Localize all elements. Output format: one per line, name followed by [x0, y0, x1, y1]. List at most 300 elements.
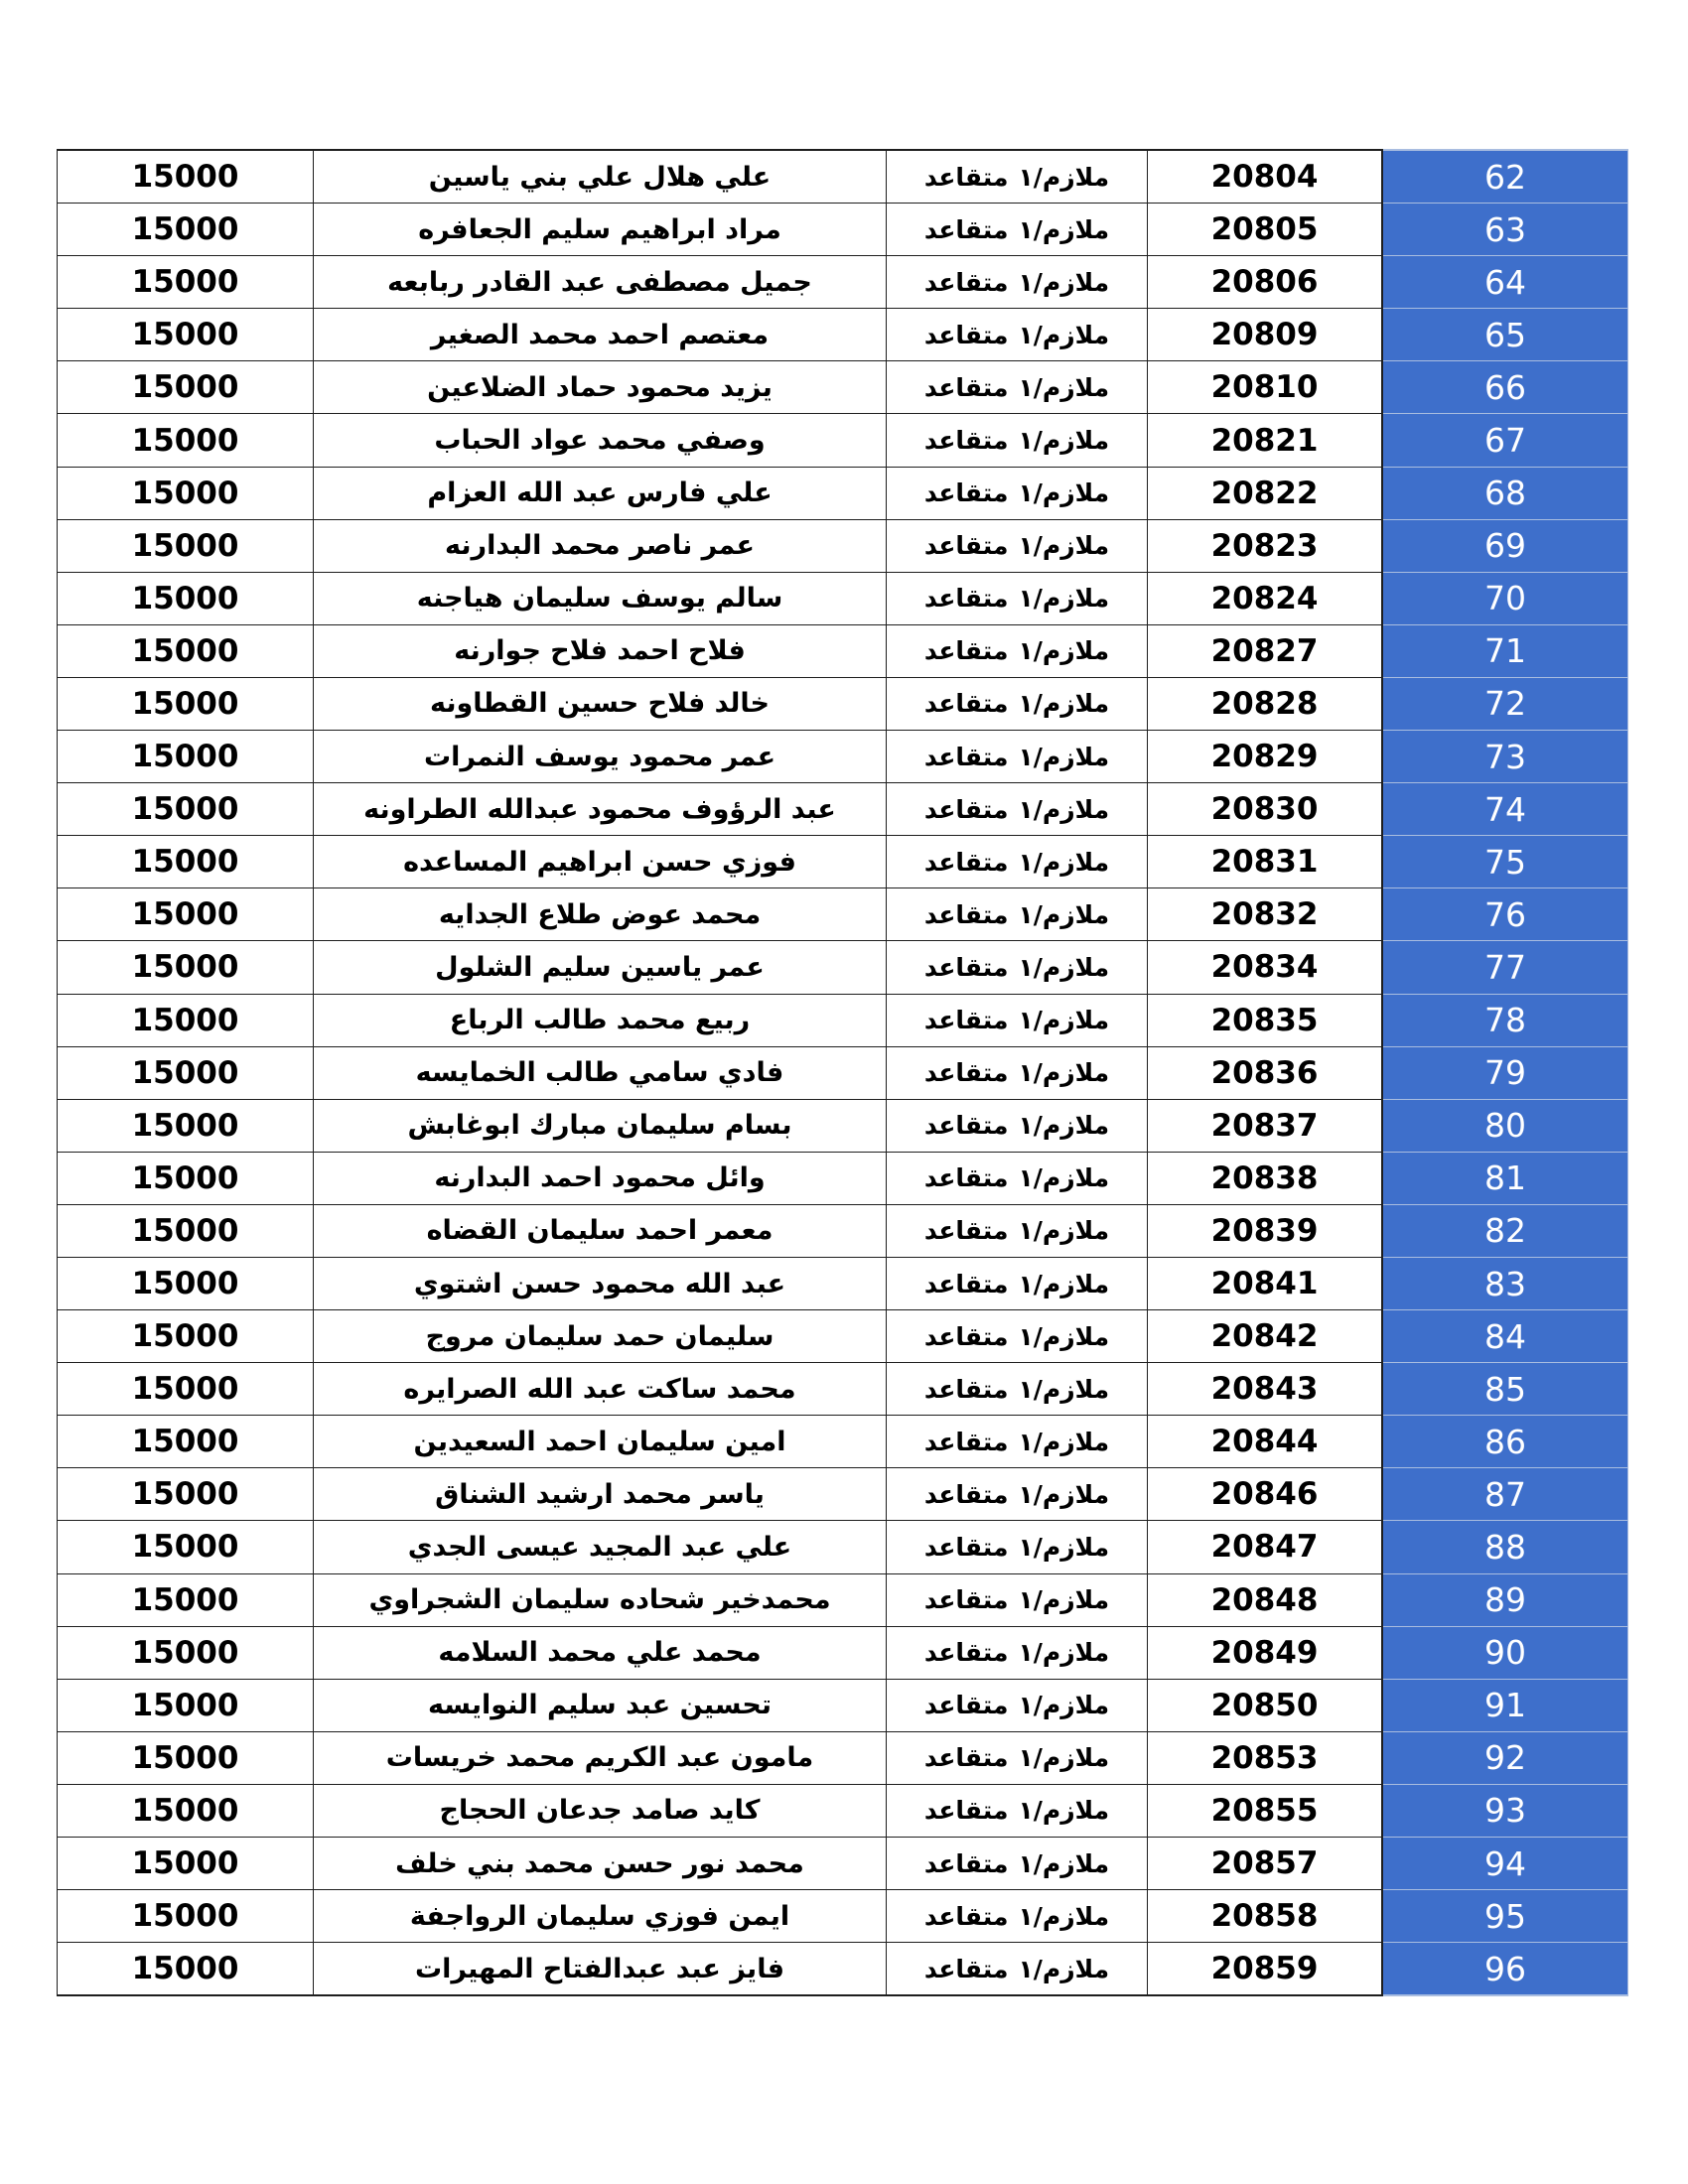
status-text: متقاعد	[923, 1058, 1009, 1088]
sequence-number-cell: 71	[1382, 624, 1628, 677]
name-cell: علي عبد المجيد عيسى الجدي	[314, 1521, 887, 1573]
name-cell: محمد ساكت عبد الله الصرايره	[314, 1363, 887, 1416]
military-number-cell: 20806	[1148, 256, 1383, 309]
military-number-cell: 20844	[1148, 1416, 1383, 1468]
name-cell: جميل مصطفى عبد القادر ربابعه	[314, 256, 887, 309]
table-row	[58, 1626, 1628, 1679]
name-cell: مراد ابراهيم سليم الجعافره	[314, 204, 887, 256]
table-row	[58, 1731, 1628, 1784]
name-cell: علي فارس عبد الله العزام	[314, 467, 887, 519]
rank-status-group	[924, 531, 1109, 560]
rank-text: ملازم/١	[1018, 1163, 1110, 1193]
table-row	[58, 309, 1628, 361]
status-text: متقاعد	[923, 162, 1009, 192]
rank-text: ملازم/١	[1018, 1006, 1110, 1035]
sequence-number-cell: 95	[1382, 1890, 1628, 1943]
table-row	[58, 888, 1628, 941]
rank-text: ملازم/١	[1018, 1638, 1110, 1668]
rank-status-group	[924, 1743, 1109, 1772]
military-number-cell: 20831	[1148, 836, 1383, 888]
rank-status-cell	[887, 677, 1148, 730]
military-number-cell: 20823	[1148, 519, 1383, 572]
sequence-number-cell: 83	[1382, 1257, 1628, 1309]
amount-cell: 15000	[58, 256, 314, 309]
rank-text: ملازم/١	[1018, 1743, 1110, 1773]
amount-cell: 15000	[58, 1943, 314, 1996]
rank-text: ملازم/١	[1018, 162, 1110, 192]
table-row	[58, 1204, 1628, 1257]
name-cell: عمر محمود يوسف النمرات	[314, 731, 887, 783]
sequence-number-cell: 81	[1382, 1152, 1628, 1204]
sequence-number-cell: 84	[1382, 1310, 1628, 1363]
name-cell: خالد فلاح حسين القطاونه	[314, 677, 887, 730]
rank-status-cell	[887, 1046, 1148, 1099]
military-number-cell: 20827	[1148, 624, 1383, 677]
table-row	[58, 204, 1628, 256]
status-text: متقاعد	[923, 1111, 1009, 1141]
status-text: متقاعد	[923, 899, 1009, 929]
status-text: متقاعد	[923, 742, 1009, 771]
rank-status-cell	[887, 414, 1148, 467]
sequence-number-cell: 72	[1382, 677, 1628, 730]
name-cell: وائل محمود احمد البدارنه	[314, 1152, 887, 1204]
rank-status-group	[924, 689, 1109, 718]
status-text: متقاعد	[923, 1848, 1009, 1878]
military-number-cell: 20839	[1148, 1204, 1383, 1257]
rank-text: ملازم/١	[1018, 952, 1110, 982]
military-number-cell: 20836	[1148, 1046, 1383, 1099]
table-row	[58, 1521, 1628, 1573]
rank-status-group	[924, 1585, 1109, 1614]
name-cell: ايمن فوزي سليمان الرواجفة	[314, 1890, 887, 1943]
table-row	[58, 1257, 1628, 1309]
rank-status-group	[924, 1796, 1109, 1825]
sequence-number-cell: 79	[1382, 1046, 1628, 1099]
rank-text: ملازم/١	[1018, 531, 1110, 561]
status-text: متقاعد	[923, 426, 1009, 456]
rank-status-cell	[887, 1363, 1148, 1416]
name-cell: محمد عوض طلاع الجدايه	[314, 888, 887, 941]
military-number-cell: 20855	[1148, 1784, 1383, 1837]
name-cell: ربيع محمد طالب الرباع	[314, 994, 887, 1046]
rank-status-group	[924, 321, 1109, 349]
table-row	[58, 1046, 1628, 1099]
table-row	[58, 1416, 1628, 1468]
name-cell: امين سليمان احمد السعيدين	[314, 1416, 887, 1468]
rank-text: ملازم/١	[1018, 320, 1110, 349]
military-number-cell: 20805	[1148, 204, 1383, 256]
rank-status-group	[924, 1955, 1109, 1983]
military-number-cell: 20849	[1148, 1626, 1383, 1679]
table-row	[58, 677, 1628, 730]
sequence-number-cell: 96	[1382, 1943, 1628, 1996]
sequence-number-cell: 86	[1382, 1416, 1628, 1468]
rank-status-group	[924, 953, 1109, 982]
status-text: متقاعد	[923, 1321, 1009, 1351]
rank-text: ملازم/١	[1018, 1111, 1110, 1141]
sequence-number-cell: 64	[1382, 256, 1628, 309]
sequence-number-cell: 66	[1382, 361, 1628, 414]
rank-status-cell	[887, 519, 1148, 572]
sequence-number-cell: 77	[1382, 941, 1628, 994]
amount-cell: 15000	[58, 1363, 314, 1416]
sequence-number-cell: 70	[1382, 572, 1628, 624]
sequence-number-cell: 92	[1382, 1731, 1628, 1784]
name-cell: محمد علي محمد السلامه	[314, 1626, 887, 1679]
rank-status-cell	[887, 836, 1148, 888]
military-number-cell: 20848	[1148, 1573, 1383, 1626]
status-text: متقاعد	[923, 1006, 1009, 1035]
rank-status-cell	[887, 624, 1148, 677]
rank-status-group	[924, 795, 1109, 824]
rank-text: ملازم/١	[1018, 372, 1110, 402]
rank-text: ملازم/١	[1018, 1585, 1110, 1615]
rank-text: ملازم/١	[1018, 1216, 1110, 1246]
rank-status-cell	[887, 1731, 1148, 1784]
amount-cell: 15000	[58, 309, 314, 361]
rank-status-group	[924, 215, 1109, 244]
rank-status-group	[924, 636, 1109, 665]
table-row	[58, 1784, 1628, 1837]
military-number-cell: 20853	[1148, 1731, 1383, 1784]
rank-status-cell	[887, 361, 1148, 414]
rank-text: ملازم/١	[1018, 1269, 1110, 1298]
amount-cell: 15000	[58, 1521, 314, 1573]
rank-status-group	[924, 848, 1109, 877]
military-number-cell: 20842	[1148, 1310, 1383, 1363]
military-number-cell: 20850	[1148, 1679, 1383, 1731]
rank-status-cell	[887, 309, 1148, 361]
name-cell: مامون عبد الكريم محمد خريسات	[314, 1731, 887, 1784]
sequence-number-cell: 65	[1382, 309, 1628, 361]
military-number-cell: 20821	[1148, 414, 1383, 467]
rank-text: ملازم/١	[1018, 742, 1110, 771]
military-number-cell: 20810	[1148, 361, 1383, 414]
rank-status-cell	[887, 467, 1148, 519]
military-number-cell: 20832	[1148, 888, 1383, 941]
table-row	[58, 519, 1628, 572]
rank-status-group	[924, 1691, 1109, 1719]
rank-status-cell	[887, 1784, 1148, 1837]
rank-text: ملازم/١	[1018, 1901, 1110, 1931]
name-cell: عمر ناصر محمد البدارنه	[314, 519, 887, 572]
rank-text: ملازم/١	[1018, 1848, 1110, 1878]
amount-cell: 15000	[58, 1784, 314, 1837]
amount-cell: 15000	[58, 1310, 314, 1363]
amount-cell: 15000	[58, 1573, 314, 1626]
table-row	[58, 150, 1628, 204]
status-text: متقاعد	[923, 1216, 1009, 1246]
rank-status-group	[924, 1163, 1109, 1192]
sequence-number-cell: 91	[1382, 1679, 1628, 1731]
sequence-number-cell: 85	[1382, 1363, 1628, 1416]
name-cell: وصفي محمد عواد الحباب	[314, 414, 887, 467]
amount-cell: 15000	[58, 1731, 314, 1784]
name-cell: يزيد محمود حماد الضلاعين	[314, 361, 887, 414]
rank-status-cell	[887, 572, 1148, 624]
rank-text: ملازم/١	[1018, 426, 1110, 456]
rank-status-group	[924, 1428, 1109, 1456]
status-text: متقاعد	[923, 689, 1009, 719]
rank-status-cell	[887, 1679, 1148, 1731]
rank-status-cell	[887, 1416, 1148, 1468]
rank-status-cell	[887, 783, 1148, 836]
rank-status-group	[924, 163, 1109, 192]
table-row	[58, 1310, 1628, 1363]
status-text: متقاعد	[923, 1532, 1009, 1562]
table-row	[58, 572, 1628, 624]
rank-status-cell	[887, 1838, 1148, 1890]
rank-status-group	[924, 743, 1109, 771]
rank-status-group	[924, 1533, 1109, 1562]
name-cell: عمر ياسين سليم الشلول	[314, 941, 887, 994]
rank-status-group	[924, 1849, 1109, 1878]
military-number-cell: 20837	[1148, 1099, 1383, 1152]
table-row	[58, 994, 1628, 1046]
rank-text: ملازم/١	[1018, 899, 1110, 929]
military-number-cell: 20843	[1148, 1363, 1383, 1416]
military-number-cell: 20834	[1148, 941, 1383, 994]
military-number-cell: 20841	[1148, 1257, 1383, 1309]
amount-cell: 15000	[58, 941, 314, 994]
rank-status-cell	[887, 1310, 1148, 1363]
rank-status-group	[924, 426, 1109, 455]
status-text: متقاعد	[923, 1638, 1009, 1668]
military-number-cell: 20830	[1148, 783, 1383, 836]
table-row	[58, 414, 1628, 467]
rank-status-cell	[887, 1204, 1148, 1257]
status-text: متقاعد	[923, 1163, 1009, 1193]
rank-status-group	[924, 1006, 1109, 1034]
status-text: متقاعد	[923, 372, 1009, 402]
name-cell: علي هلال علي بني ياسين	[314, 150, 887, 204]
rank-status-group	[924, 1638, 1109, 1667]
rank-text: ملازم/١	[1018, 847, 1110, 877]
rank-text: ملازم/١	[1018, 1796, 1110, 1826]
amount-cell: 15000	[58, 888, 314, 941]
rank-text: ملازم/١	[1018, 636, 1110, 666]
rank-status-cell	[887, 1468, 1148, 1521]
status-text: متقاعد	[923, 636, 1009, 666]
name-cell: محمد نور حسن محمد بني خلف	[314, 1838, 887, 1890]
amount-cell: 15000	[58, 204, 314, 256]
amount-cell: 15000	[58, 1046, 314, 1099]
amount-cell: 15000	[58, 1838, 314, 1890]
amount-cell: 15000	[58, 572, 314, 624]
table-row	[58, 467, 1628, 519]
amount-cell: 15000	[58, 1099, 314, 1152]
rank-text: ملازم/١	[1018, 794, 1110, 824]
military-number-cell: 20824	[1148, 572, 1383, 624]
sequence-number-cell: 74	[1382, 783, 1628, 836]
rank-text: ملازم/١	[1018, 214, 1110, 244]
rank-status-group	[924, 1111, 1109, 1140]
rank-text: ملازم/١	[1018, 1479, 1110, 1509]
amount-cell: 15000	[58, 677, 314, 730]
military-number-cell: 20829	[1148, 731, 1383, 783]
rank-status-cell	[887, 1943, 1148, 1996]
sequence-number-cell: 82	[1382, 1204, 1628, 1257]
rank-status-cell	[887, 204, 1148, 256]
rank-status-cell	[887, 994, 1148, 1046]
sequence-number-cell: 89	[1382, 1573, 1628, 1626]
name-cell: كايد صامد جدعان الحجاج	[314, 1784, 887, 1837]
rank-text: ملازم/١	[1018, 584, 1110, 614]
rank-status-cell	[887, 1573, 1148, 1626]
military-number-cell: 20804	[1148, 150, 1383, 204]
table-row	[58, 1573, 1628, 1626]
sequence-number-cell: 73	[1382, 731, 1628, 783]
amount-cell: 15000	[58, 467, 314, 519]
rank-status-group	[924, 1322, 1109, 1351]
status-text: متقاعد	[923, 320, 1009, 349]
name-cell: معمر احمد سليمان القضاه	[314, 1204, 887, 1257]
sequence-number-cell: 62	[1382, 150, 1628, 204]
status-text: متقاعد	[923, 478, 1009, 508]
table-row	[58, 1152, 1628, 1204]
amount-cell: 15000	[58, 361, 314, 414]
rank-status-group	[924, 1216, 1109, 1245]
table-row	[58, 1099, 1628, 1152]
military-number-cell: 20847	[1148, 1521, 1383, 1573]
military-number-cell: 20838	[1148, 1152, 1383, 1204]
amount-cell: 15000	[58, 150, 314, 204]
status-text: متقاعد	[923, 1427, 1009, 1456]
status-text: متقاعد	[923, 584, 1009, 614]
table-row	[58, 256, 1628, 309]
name-cell: عبد الرؤوف محمود عبدالله الطراونه	[314, 783, 887, 836]
rank-status-cell	[887, 150, 1148, 204]
name-cell: فايز عبد عبدالفتاح المهيرات	[314, 1943, 887, 1996]
table-row	[58, 731, 1628, 783]
rank-status-group	[924, 1270, 1109, 1298]
rank-status-cell	[887, 1257, 1148, 1309]
sequence-number-cell: 63	[1382, 204, 1628, 256]
rank-status-cell	[887, 1152, 1148, 1204]
table-row	[58, 1468, 1628, 1521]
rank-text: ملازم/١	[1018, 1954, 1110, 1983]
military-number-cell: 20859	[1148, 1943, 1383, 1996]
rank-text: ملازم/١	[1018, 1321, 1110, 1351]
rank-status-group	[924, 1480, 1109, 1509]
sequence-number-cell: 87	[1382, 1468, 1628, 1521]
status-text: متقاعد	[923, 794, 1009, 824]
name-cell: عبد الله محمود حسن اشتوي	[314, 1257, 887, 1309]
sequence-number-cell: 68	[1382, 467, 1628, 519]
status-text: متقاعد	[923, 1374, 1009, 1404]
sequence-number-cell: 80	[1382, 1099, 1628, 1152]
sequence-number-cell: 94	[1382, 1838, 1628, 1890]
table-row	[58, 1890, 1628, 1943]
status-text: متقاعد	[923, 1479, 1009, 1509]
sequence-number-cell: 90	[1382, 1626, 1628, 1679]
status-text: متقاعد	[923, 1796, 1009, 1826]
rank-text: ملازم/١	[1018, 1427, 1110, 1456]
rank-status-group	[924, 1375, 1109, 1404]
sequence-number-cell: 76	[1382, 888, 1628, 941]
status-text: متقاعد	[923, 1269, 1009, 1298]
rank-text: ملازم/١	[1018, 1691, 1110, 1720]
amount-cell: 15000	[58, 1152, 314, 1204]
status-text: متقاعد	[923, 267, 1009, 297]
amount-cell: 15000	[58, 994, 314, 1046]
military-number-cell: 20846	[1148, 1468, 1383, 1521]
table-row	[58, 783, 1628, 836]
retirees-table	[57, 149, 1628, 1996]
status-text: متقاعد	[923, 1743, 1009, 1773]
status-text: متقاعد	[923, 531, 1009, 561]
military-number-cell: 20822	[1148, 467, 1383, 519]
name-cell: تحسين عبد سليم النوايسه	[314, 1679, 887, 1731]
sequence-number-cell: 93	[1382, 1784, 1628, 1837]
rank-status-cell	[887, 1626, 1148, 1679]
status-text: متقاعد	[923, 847, 1009, 877]
rank-status-cell	[887, 888, 1148, 941]
rank-status-group	[924, 584, 1109, 613]
rank-status-group	[924, 900, 1109, 929]
amount-cell: 15000	[58, 1468, 314, 1521]
name-cell: بسام سليمان مبارك ابوغابش	[314, 1099, 887, 1152]
amount-cell: 15000	[58, 624, 314, 677]
military-number-cell: 20828	[1148, 677, 1383, 730]
name-cell: فلاح احمد فلاح جوارنه	[314, 624, 887, 677]
rank-text: ملازم/١	[1018, 267, 1110, 297]
amount-cell: 15000	[58, 731, 314, 783]
amount-cell: 15000	[58, 1416, 314, 1468]
name-cell: معتصم احمد محمد الصغير	[314, 309, 887, 361]
military-number-cell: 20809	[1148, 309, 1383, 361]
amount-cell: 15000	[58, 836, 314, 888]
amount-cell: 15000	[58, 1257, 314, 1309]
table-row	[58, 1943, 1628, 1996]
name-cell: ياسر محمد ارشيد الشناق	[314, 1468, 887, 1521]
table-row	[58, 361, 1628, 414]
rank-text: ملازم/١	[1018, 1532, 1110, 1562]
rank-status-cell	[887, 1099, 1148, 1152]
name-cell: فادي سامي طالب الخمايسه	[314, 1046, 887, 1099]
status-text: متقاعد	[923, 1585, 1009, 1615]
amount-cell: 15000	[58, 1204, 314, 1257]
military-number-cell: 20858	[1148, 1890, 1383, 1943]
rank-status-cell	[887, 256, 1148, 309]
name-cell: سليمان حمد سليمان مروج	[314, 1310, 887, 1363]
rank-status-group	[924, 268, 1109, 297]
name-cell: فوزي حسن ابراهيم المساعده	[314, 836, 887, 888]
rank-status-group	[924, 1058, 1109, 1087]
rank-text: ملازم/١	[1018, 478, 1110, 508]
table-row	[58, 1838, 1628, 1890]
rank-status-group	[924, 1902, 1109, 1931]
name-cell: محمدخير شحاده سليمان الشجراوي	[314, 1573, 887, 1626]
amount-cell: 15000	[58, 519, 314, 572]
rank-status-cell	[887, 1521, 1148, 1573]
sequence-number-cell: 75	[1382, 836, 1628, 888]
rank-status-cell	[887, 1890, 1148, 1943]
military-number-cell: 20857	[1148, 1838, 1383, 1890]
rank-status-cell	[887, 731, 1148, 783]
table-row	[58, 941, 1628, 994]
status-text: متقاعد	[923, 1954, 1009, 1983]
table-body	[58, 150, 1628, 1995]
rank-status-group	[924, 478, 1109, 507]
status-text: متقاعد	[923, 1901, 1009, 1931]
sequence-number-cell: 78	[1382, 994, 1628, 1046]
table-row	[58, 1679, 1628, 1731]
amount-cell: 15000	[58, 1626, 314, 1679]
sequence-number-cell: 67	[1382, 414, 1628, 467]
rank-text: ملازم/١	[1018, 689, 1110, 719]
name-cell: سالم يوسف سليمان هياجنه	[314, 572, 887, 624]
